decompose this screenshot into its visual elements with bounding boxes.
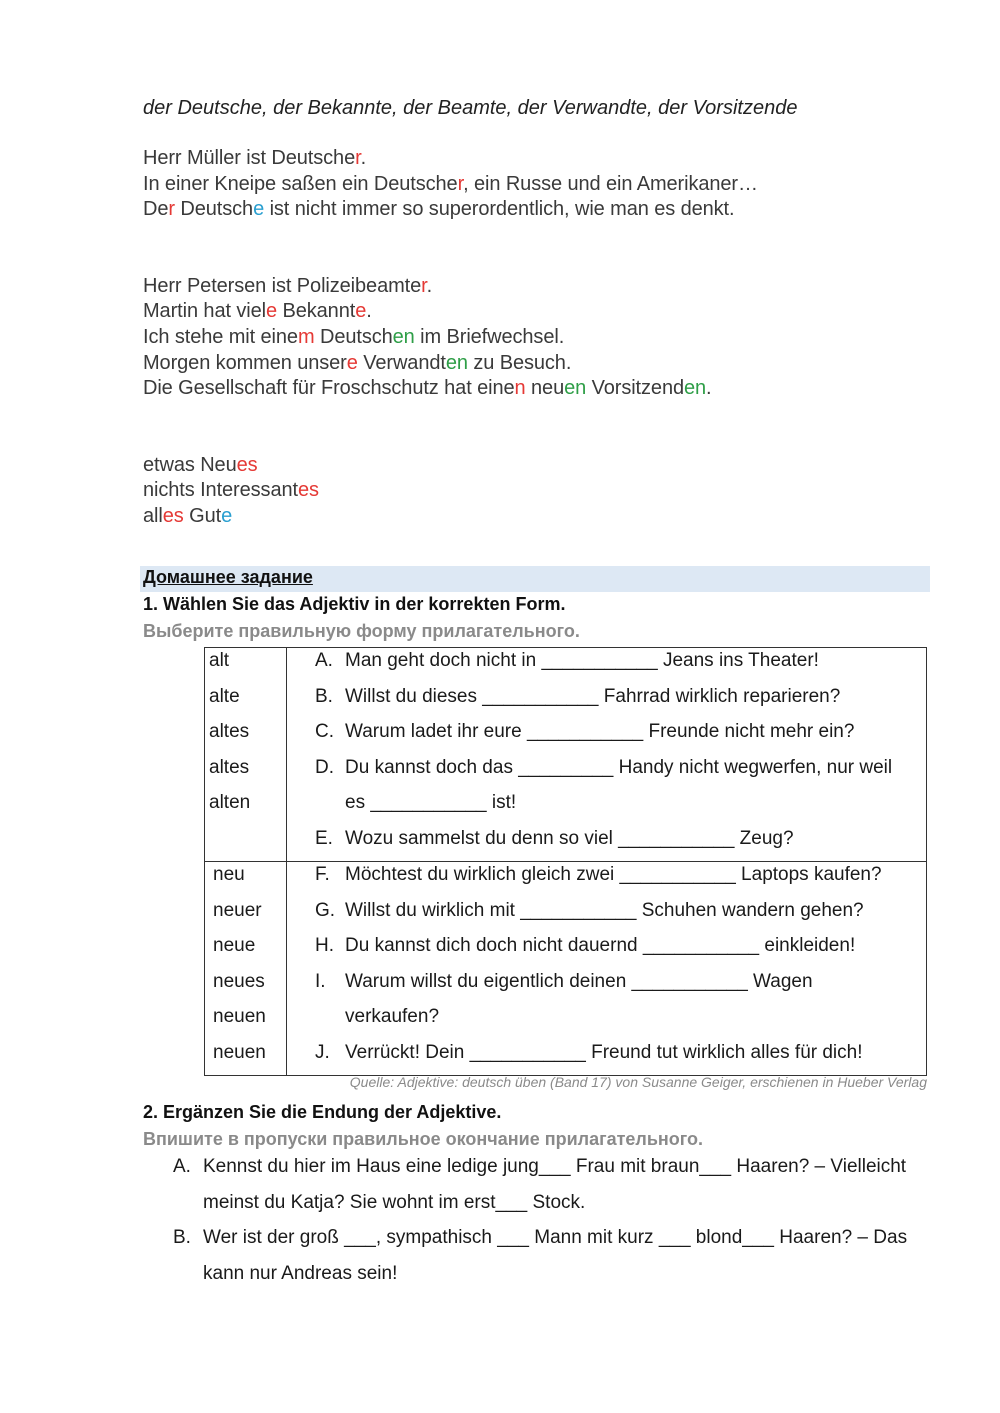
sentence-text: Verrückt! Dein ___________ Freund tut wirklich alles für dich! [345,1041,863,1063]
example-line [143,352,571,375]
sentence-row [287,1040,926,1076]
example-line [143,300,372,323]
sentence-letter: H. [315,935,334,956]
item-line: kann nur Andreas sein! [203,1262,398,1284]
sentence-text: Warum ladet ihr eure ___________ Freunde nicht mehr ein? [345,721,855,742]
ending-highlight: es [162,505,184,527]
source-note: Quelle: Adjektive: deutsch üben (Band 17) von Susanne Geiger, erschienen in Hueber Verlag [349,1074,927,1090]
example-line [143,479,319,502]
sentence-text: Wozu sammelst du denn so viel ___________ Zeug? [345,827,794,849]
sentence-letter: J. [315,1041,330,1063]
word-list-neu [205,862,287,1076]
text-segment: Ich stehe mit eine [143,326,298,348]
text-segment: Morgen kommen unser [143,352,347,374]
ending-highlight: en [445,352,468,374]
ending-highlight: r [355,147,361,169]
item-line: Wer ist der groß ___, sympathisch ___ Mann mit kurz ___ blond___ Haaren? – Das [203,1227,908,1248]
sentence-row [287,862,926,898]
text-segment: De [143,198,169,220]
sentence-text: Warum willst du eigentlich deinen ___________ Wagen [345,970,813,992]
text-segment: . [360,147,367,169]
text-segment: Deutsch [174,198,254,220]
adjective-option: neu [213,864,245,885]
item-line: meinst du Katja? Sie wohnt im erst___ Stock. [203,1191,586,1213]
ending-highlight: e [253,198,265,220]
example-line [143,326,564,349]
sentence-letter: G. [315,899,336,921]
sentence-row [287,1004,926,1040]
adjective-option: alt [209,650,230,671]
adjective-option: neue [213,935,256,956]
text-segment: neu [525,377,565,399]
ending-highlight: en [684,377,707,399]
exercise-1-subtitle: Выберите правильную форму прилагательного. [143,621,580,641]
sentence-text: verkaufen? [345,1006,440,1027]
adjective-option: neuer [213,899,262,921]
adjective-option: altes [209,721,250,742]
text-segment: Herr Müller ist Deutsche [143,147,356,169]
sentence-letter [287,790,345,826]
text-segment: , ein Russe und ein Amerikaner… [463,173,758,195]
ending-highlight: es [236,454,258,476]
sentence-letter: I. [315,970,326,992]
ending-highlight: r [457,173,464,195]
sentence-row [287,898,926,934]
ending-highlight: r [168,198,175,220]
group-neu [205,862,927,1076]
ending-highlight: e [266,300,278,322]
exercise-1-title: 1. Wählen Sie das Adjektiv in der korrekten Form. [143,594,566,614]
sentence-row [287,755,926,791]
adjective-option: neuen [213,1006,266,1027]
example-line [143,147,366,170]
sentence-row [287,826,926,862]
sentence-letter: A. [315,650,333,671]
text-segment: etwas Neu [143,454,237,476]
sentence-row [287,790,926,826]
exercise-1-table [204,647,927,1076]
item-letter: A. [173,1156,191,1177]
sentence-row [287,648,926,684]
homework-title: Домашнее задание [143,567,313,587]
sentence-row [287,684,926,720]
sentence-text: Du kannst doch das _________ Handy nicht wegwerfen, nur weil [345,756,893,778]
text-segment: Martin hat viel [143,300,266,322]
text-segment: ist nicht immer so superordentlich, wie man es denkt. [264,198,735,220]
sentences-neu [287,862,927,1076]
text-segment: . [426,275,433,297]
example-line [143,505,232,528]
text-segment: . [706,377,712,399]
ending-highlight: en [564,377,587,399]
sentence-letter: E. [315,827,333,849]
sentence-letter: F. [315,864,330,885]
adjective-option: alten [209,792,251,813]
ending-highlight: r [421,275,427,297]
text-segment: im Briefwechsel. [414,326,565,348]
ending-highlight: es [297,479,319,501]
exercise-2-item [173,1149,933,1220]
ending-highlight: e [355,300,367,322]
group-alt [205,648,927,862]
ending-highlight: m [297,326,315,348]
text-segment: Bekannt [277,300,356,322]
sentence-text: es ___________ ist! [345,792,517,813]
exercise-2-item [173,1220,933,1291]
text-segment: Gut [183,505,222,527]
exercise-2-title: 2. Ergänzen Sie die Endung der Adjektive. [143,1102,502,1122]
sentence-text: Man geht doch nicht in ___________ Jeans ins Theater! [345,650,819,671]
text-segment: nichts Interessant [143,479,298,501]
adjective-option: altes [209,756,250,778]
ending-highlight: en [392,326,415,348]
sentence-text: Du kannst dich doch nicht dauernd ___________ einkleiden! [345,935,856,956]
sentence-text: Möchtest du wirklich gleich zwei ___________ Laptops kaufen? [345,864,882,885]
sentence-row [287,719,926,755]
text-segment: Vorsitzend [586,377,684,399]
sentence-row [287,969,926,1005]
text-segment: In einer Kneipe saßen ein Deutsche [143,173,458,195]
item-letter: B. [173,1227,191,1248]
ending-highlight: e [346,352,358,374]
example-line [143,454,258,477]
text-segment: Herr Petersen ist Polizeibeamte [143,275,422,297]
sentence-text: Willst du wirklich mit ___________ Schuhen wandern gehen? [345,899,864,921]
text-segment: Deutsch [314,326,393,348]
sentence-letter: C. [315,721,334,742]
sentences-alt [287,648,927,862]
text-segment: Verwandt [357,352,446,374]
sentence-text: Willst du dieses ___________ Fahrrad wirklich reparieren? [345,685,841,707]
sentence-letter [287,1004,345,1040]
nouns-heading: der Deutsche, der Bekannte, der Beamte, der Verwandte, der Vorsitzende [143,97,798,119]
word-list-alt [205,648,287,862]
sentence-row [287,933,926,969]
ending-highlight: n [514,377,526,399]
sentence-letter: D. [315,756,334,778]
adjective-option: neuen [213,1041,266,1063]
example-line [143,377,712,400]
text-segment: . [366,300,372,322]
ending-highlight: e [221,505,233,527]
text-segment: zu Besuch. [467,352,572,374]
example-line [143,198,734,221]
text-segment: Die Gesellschaft für Froschschutz hat eine [143,377,515,399]
adjective-option: neues [213,970,265,992]
adjective-option: alte [209,685,240,707]
example-line [143,173,758,196]
sentence-letter: B. [315,685,333,707]
exercise-2-subtitle: Впишите в пропуски правильное окончание прилагательного. [143,1129,704,1149]
item-line: Kennst du hier im Haus eine ledige jung___ Frau mit braun___ Haaren? – Vielleicht [203,1156,907,1177]
text-segment: all [143,505,163,527]
example-line [143,275,432,298]
